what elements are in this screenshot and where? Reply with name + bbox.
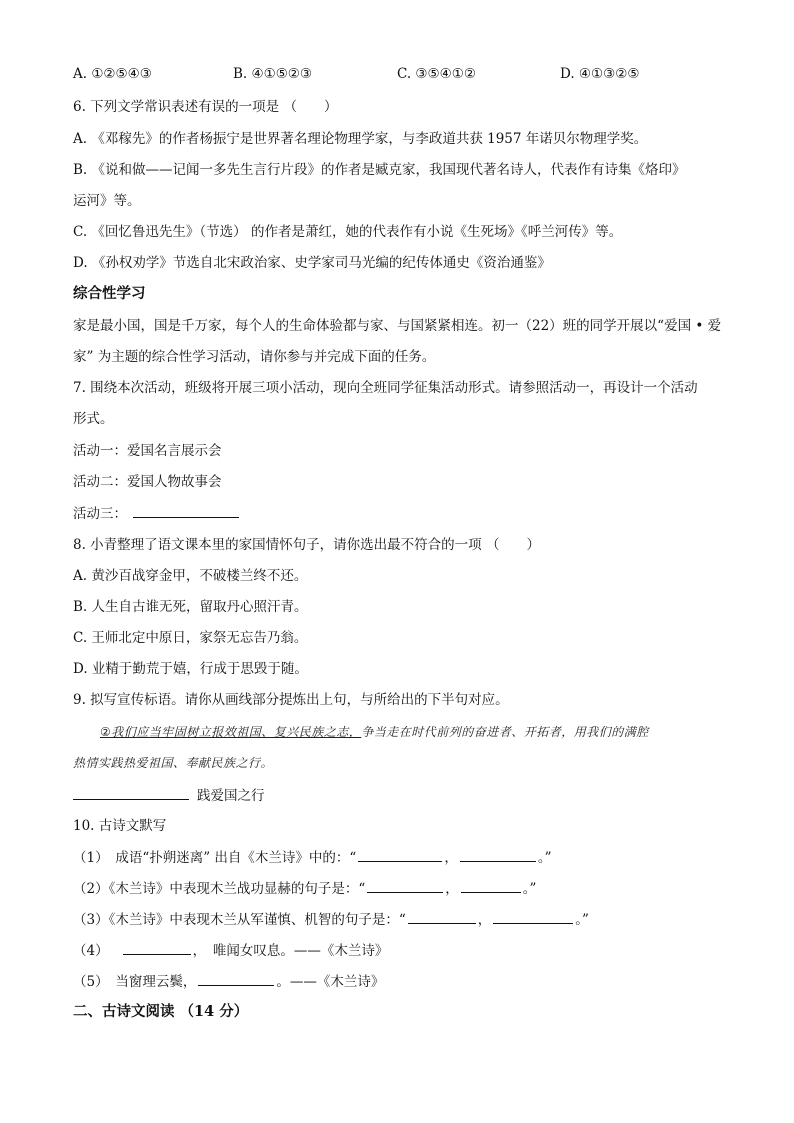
q7-activity-3 — [73, 503, 241, 524]
q10-item-3-blank-b[interactable] — [493, 909, 573, 924]
q6-option-a: A. 《邓稼先》的作者杨振宁是世界著名理论物理学家，与李政道共获 1957 年诺贝尔物理学奖。 — [73, 131, 648, 147]
q10-item-2-prompt: （2）《木兰诗》中表现木兰战功显赫的句子是：“ — [73, 881, 366, 897]
q8-stem: 8. 小青整理了语文课本里的家国情怀句子，请你选出最不符合的一项 （ ） — [73, 537, 540, 553]
q6-option-b-line2: 运河》等。 — [73, 193, 141, 209]
q6-option-b-line1: B. 《说和做——记闻一多先生言行片段》的作者是臧克家，我国现代著名诗人，代表作有诗集《烙印》 — [73, 162, 686, 178]
q7-stem-line1: 7. 围绕本次活动，班级将开展三项小活动，现向全班同学征集活动形式。请参照活动一，再设计一个活动 — [73, 380, 698, 396]
q8-option-b: B. 人生自古谁无死，留取丹心照汗青。 — [73, 599, 308, 615]
q10-item-3-comma: ， — [477, 912, 492, 928]
q10-item-5-prompt: （5） 当窗理云鬓， — [73, 974, 197, 990]
section-title-classical-reading: 二、古诗文阅读 （14 分） — [73, 1003, 249, 1020]
q10-item-3-prompt: （3）《木兰诗》中表现木兰从军谨慎、机智的句子是：“ — [73, 912, 406, 928]
q10-item-1-blank-a[interactable] — [358, 847, 442, 862]
q10-item-2-blank-b[interactable] — [461, 878, 521, 893]
q5-option-a: A. ①②⑤④③ — [73, 66, 152, 82]
q10-item-5-rest: 。——《木兰诗》 — [276, 974, 385, 990]
q9-handwritten-line2: 热情实践热爱祖国、奉献民族之行。 — [73, 756, 274, 770]
q10-item-5 — [73, 971, 384, 992]
comp-intro-line2: 家” 为主题的综合性学习活动，请你参与并完成下面的任务。 — [73, 349, 436, 365]
q7-activity-1: 活动一：爱国名言展示会 — [73, 443, 222, 459]
q10-item-1-blank-b[interactable] — [460, 847, 536, 862]
q5-options — [73, 66, 733, 86]
q6-option-d: D. 《孙权劝学》节选自北宋政治家、史学家司马光编的纪传体通史《资治通鉴》 — [73, 255, 551, 271]
q9-answer-blank[interactable] — [73, 785, 189, 800]
q9-answer-suffix: 践爱国之行 — [197, 788, 265, 804]
q10-item-2-end: 。” — [522, 881, 537, 897]
q8-option-a: A. 黄沙百战穿金甲，不破楼兰终不还。 — [73, 568, 308, 584]
q10-item-1-prompt: （1） 成语“扑朔迷离” 出自《木兰诗》中的：“ — [73, 850, 357, 866]
q10-item-4-prompt: （4） — [73, 943, 109, 959]
q10-item-3-end: 。” — [575, 912, 589, 928]
q10-item-3-blank-a[interactable] — [408, 909, 476, 924]
q10-item-4-rest: ， 唯闻女叹息。——《木兰诗》 — [192, 943, 389, 959]
q10-item-1-end: 。” — [537, 850, 552, 866]
q8-option-c: C. 王师北定中原日，家祭无忘告乃翁。 — [73, 630, 308, 646]
q10-item-1-comma: ， — [444, 850, 458, 866]
q10-item-2-blank-a[interactable] — [367, 878, 443, 893]
q5-option-b: B. ④①⑤②③ — [233, 66, 313, 82]
q5-option-d: D. ④①③②⑤ — [560, 66, 640, 82]
q7-stem-line2: 形式。 — [73, 411, 114, 427]
q10-item-3 — [73, 909, 589, 930]
section-title-comprehensive: 综合性学习 — [73, 285, 146, 302]
q10-item-5-blank[interactable] — [198, 971, 274, 986]
q6-stem: 6. 下列文学常识表述有误的一项是 （ ） — [73, 99, 338, 115]
q7-answer-blank[interactable] — [133, 503, 239, 518]
q9-stem: 9. 拟写宣传标语。请你从画线部分提炼出上句，与所给出的下半句对应。 — [73, 692, 509, 708]
q10-item-4-blank[interactable] — [123, 940, 191, 955]
q9-handwritten-line1 — [100, 722, 649, 742]
q6-option-c: C. 《回忆鲁迅先生》（节选） 的作者是萧红，她的代表作有小说《生死场》《呼兰河传》等。 — [73, 224, 623, 240]
comp-intro-line1: 家是最小国，国是千万家，每个人的生命体验都与家、与国紧紧相连。初一（22）班的同学开展以“爱国 • 爱 — [73, 318, 722, 334]
q10-item-1 — [73, 847, 552, 868]
q9-answer-line — [73, 785, 265, 806]
q10-item-4 — [73, 940, 388, 961]
q10-item-2-comma: ， — [445, 881, 459, 897]
q10-title: 10. 古诗文默写 — [73, 818, 167, 834]
q5-option-c: C. ③⑤④①② — [397, 66, 476, 82]
q7-activity-2: 活动二：爱国人物故事会 — [73, 474, 222, 490]
q9-underlined-phrase: ②我们应当牢固树立报效祖国、复兴民族之志， — [100, 725, 362, 739]
q10-item-2 — [73, 878, 536, 899]
q9-handwritten-rest: 争当走在时代前列的奋进者、开拓者，用我们的满腔 — [361, 725, 649, 739]
q7-activity-3-label: 活动三： — [73, 506, 127, 522]
q8-option-d: D. 业精于勤荒于嬉，行成于思毁于随。 — [73, 661, 308, 677]
